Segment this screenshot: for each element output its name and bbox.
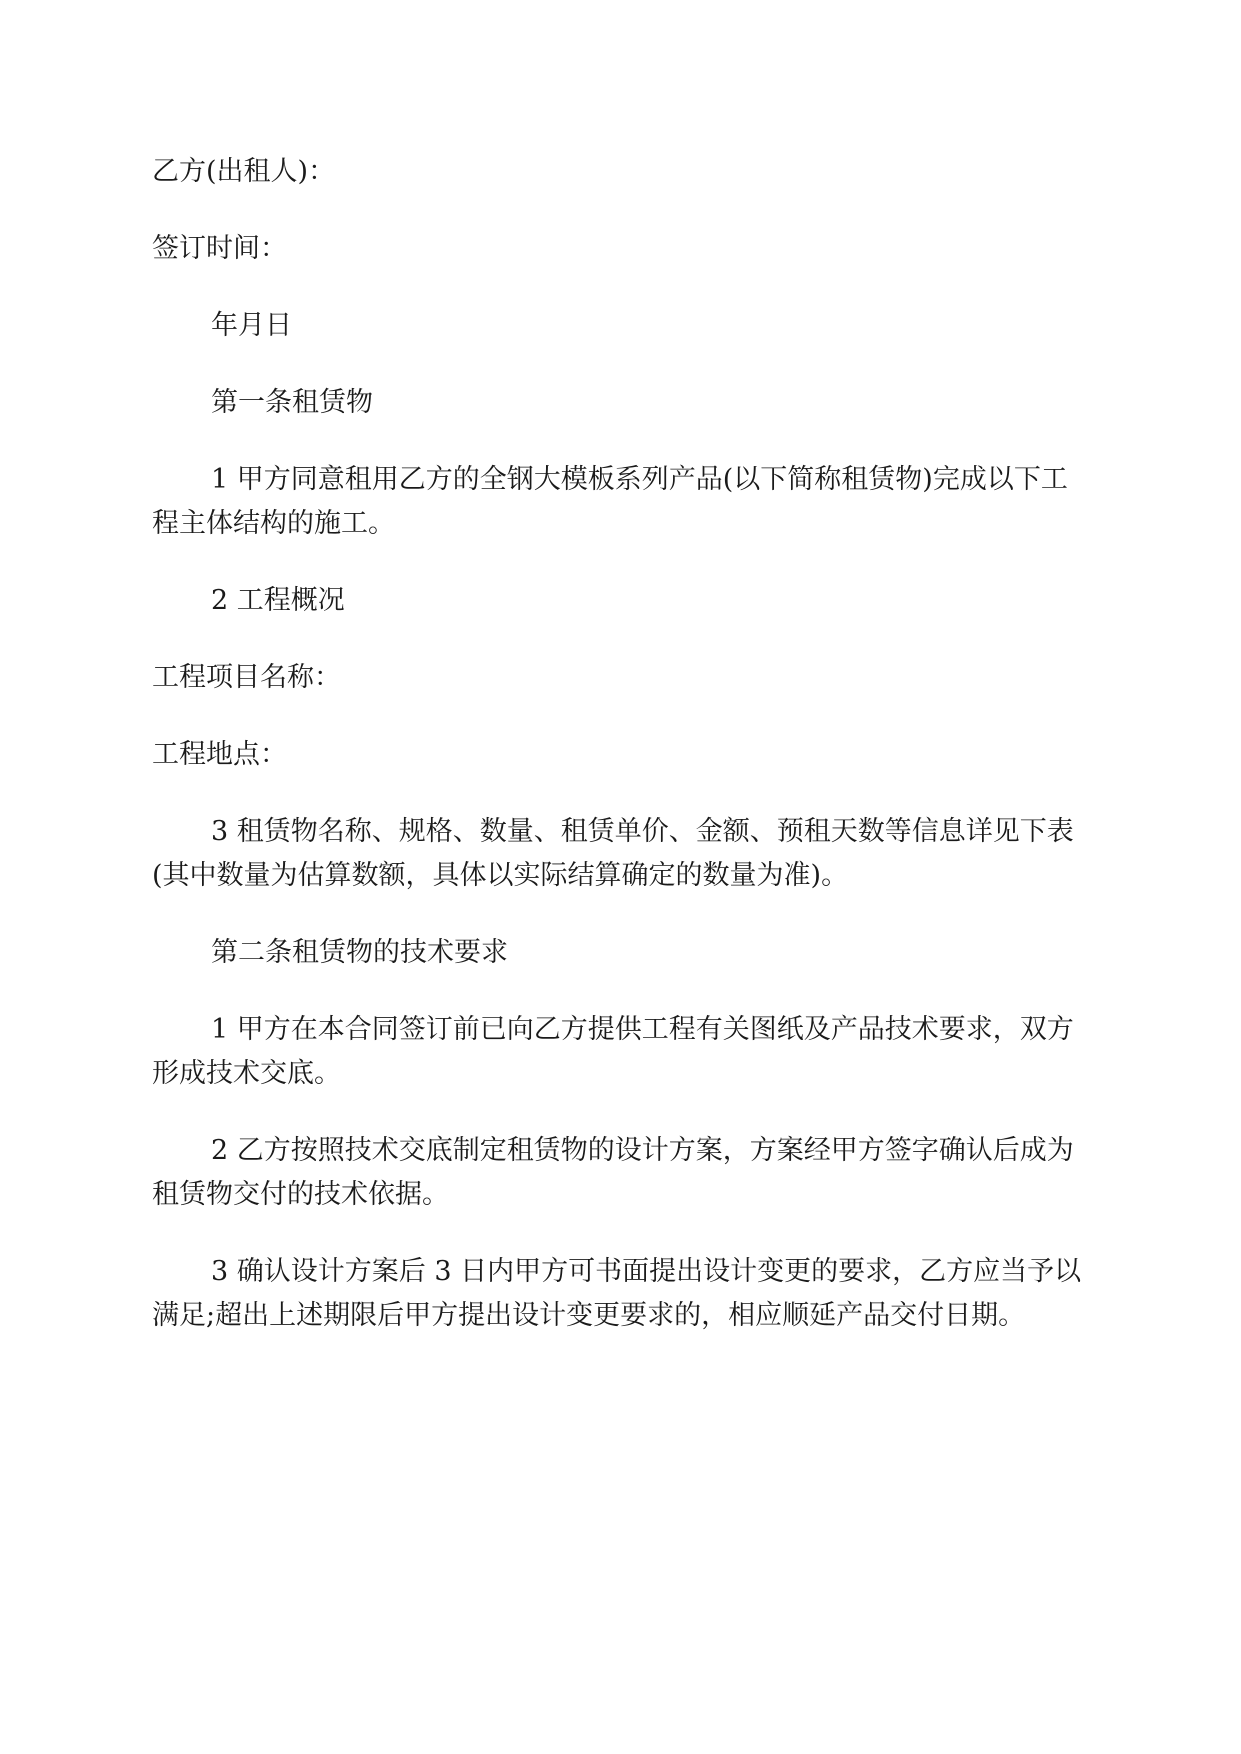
lessor-line: 乙方(出租人)：	[152, 156, 336, 187]
document-body	[152, 150, 1088, 1371]
article-2-clause-3: 3 确认设计方案后 3 日内甲方可书面提出设计变更的要求，乙方应当予以满足;超出上述期限后甲方提出设计变更要求的，相应顺延产品交付日期。	[152, 1256, 1082, 1331]
article-1-clause-2: 2 工程概况	[211, 585, 345, 616]
article-2-clause-1: 1 甲方在本合同签订前已向乙方提供工程有关图纸及产品技术要求，双方形成技术交底。	[152, 1014, 1074, 1089]
project-name-line: 工程项目名称：	[152, 662, 341, 693]
sign-time-line: 签订时间：	[152, 233, 287, 264]
article-1-clause-3: 3 租赁物名称、规格、数量、租赁单价、金额、预租天数等信息详见下表(其中数量为估算数额，具体以实际结算确定的数量为准)。	[152, 816, 1074, 891]
date-line: 年月日	[211, 310, 292, 341]
article-1-clause-1: 1 甲方同意租用乙方的全钢大模板系列产品(以下简称租赁物)完成以下工程主体结构的施工。	[152, 464, 1068, 539]
article-1-heading: 第一条租赁物	[211, 387, 373, 418]
project-location-line: 工程地点：	[152, 739, 287, 770]
article-2-clause-2: 2 乙方按照技术交底制定租赁物的设计方案，方案经甲方签字确认后成为租赁物交付的技术依据。	[152, 1135, 1074, 1210]
article-2-heading: 第二条租赁物的技术要求	[211, 937, 508, 968]
